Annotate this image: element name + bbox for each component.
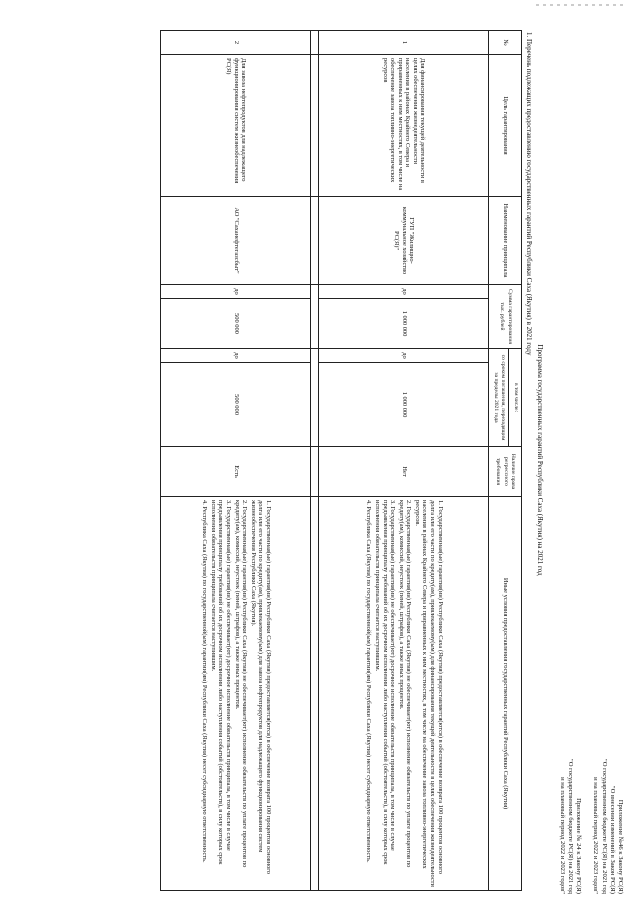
- rotated-document: [10, 20, 630, 900]
- appendix-46-line-3: "О государственном бюджете РС(Я) на 2021 год: [600, 759, 608, 894]
- row-sub-sum: 1 000 000: [319, 363, 489, 447]
- row-conditions: [319, 497, 489, 891]
- header-sum: Сумма гарантирования тыс. рублей: [489, 285, 522, 349]
- table-row: [319, 31, 489, 891]
- condition-item: 3. Государственная(ые) гарантия(ии) не обеспечивает(ют) досрочное исполнение обязательств принципала, в том числе в случае предъявления принципалу требований об их досрочном исполнении либо наступления событий (обстоятельств), в силу которых срок исполнения обязательств принципала считается наступившим.: [373, 500, 397, 865]
- row-num: 1: [319, 31, 489, 55]
- appendix-46-line-2: "О внесении изменений в Закон РС(Я): [608, 785, 616, 894]
- scan-artifact: [536, 4, 626, 6]
- section-title: 1. Перечень подлежащих предоставлению государственных гарантий Республики Саха (Якутия) в 2021 году: [525, 32, 533, 356]
- condition-item: 1. Государственная(ые) гарантия(ии) Республики Саха (Якутия) предоставляется(ются) в обеспечение возврата 100 процентов основного долга или его части по кредиту(ам), привлекаемому(ым) для завоза нефтепродуктов для надлежащего функционирования систем жизнеобеспечения Республики Саха (Якутия).: [249, 500, 272, 874]
- condition-item: 2. Государственная(ые) гарантия(ии) Республики Саха (Якутия) не обеспечивает(ют) исполнение обязательств по уплате процентов по кредиту(ам), комиссий, неустоек (пеней, штрафов), а также иных процентов.: [397, 500, 413, 868]
- appendix-24-line-2: "О государственном бюджете РС(Я) на 2021 год: [566, 759, 574, 894]
- row-sub-qualifier: до: [161, 349, 311, 363]
- row-conditions: [161, 497, 311, 891]
- header-sub: со сроком погашения, переходящим за пределы 2021 года: [489, 349, 509, 447]
- row-sum: 1 000 000: [319, 299, 489, 349]
- table-header-row: [509, 31, 522, 891]
- condition-item: 2. Государственная(ые) гарантия(ии) Республики Саха (Якутия) не обеспечивает(ют) исполнение обязательств по уплате процентов по кредиту(ам), комиссий, неустоек (пеней, штрафов), а также иных процентов.: [233, 500, 249, 868]
- condition-item: 4. Республика Саха (Якутия) по государственной(ым) гарантии(ям) Республики Саха (Якутия) несет субсидиарную ответственность.: [201, 500, 209, 863]
- row-sum-qualifier: до: [161, 285, 311, 299]
- condition-item: 4. Республика Саха (Якутия) по государственной(ым) гарантии(ям) Республики Саха (Якутия) несет субсидиарную ответственность.: [365, 500, 373, 863]
- condition-item: 1. Государственная(ые) гарантия(ии) Республики Саха (Якутия) предоставляется(ются) в обеспечение возврата 100 процентов основного долга или его части по кредиту(ам), привлекаемому(ым) для финансирования текущей деятельности в целях обеспечения жизнедеятельности населения в районах Крайнего Севера и приравненных к ним местностях, в том числе на обеспечение завоза топливно-энергетических ресурсов.: [413, 500, 444, 887]
- appendix-46-line-1: Приложение №46 к Закону РС(Я): [617, 799, 624, 894]
- condition-item: 3. Государственная(ые) гарантия(ии) не обеспечивает(ют) досрочное исполнение обязательств принципала, в том числе в случае предъявления принципалу требований об их досрочном исполнении либо наступления событий (обстоятельств), в силу которых срок исполнения обязательств принципала считается наступившим.: [209, 500, 232, 865]
- row-principal: АО "Саханефтегазсбыт": [161, 197, 311, 285]
- table-spacer-row: [311, 31, 319, 891]
- appendix-24-note: [557, 474, 582, 894]
- row-sub-qualifier: до: [319, 349, 489, 363]
- header-num: №: [489, 31, 522, 55]
- header-conditions: Иные условия предоставления государственных гарантий Республики Саха (Якутия): [489, 497, 522, 891]
- row-regress: Есть: [161, 447, 311, 497]
- row-regress: Нет: [319, 447, 489, 497]
- row-purpose: Для финансирования текущей деятельности в целях обеспечения жизнедеятельности населения в районах Крайнего Севера и приравненных к ним местностях, в том числе на обеспечение завоза топливно-энергетических ресурсов: [319, 55, 489, 197]
- row-principal: ГУП "Жилищно-коммунальное хозяйство РС(Я)": [319, 197, 489, 285]
- row-sum: 500 000: [161, 299, 311, 349]
- header-purpose: Цель гарантирования: [489, 55, 522, 197]
- appendix-24-line-1: Приложение № 24 к Закону РС(Я): [575, 798, 582, 894]
- program-title: Программа государственных гарантий Республики Саха (Якутия) на 2021 год: [536, 344, 544, 576]
- header-regress: Наличие права регрессного требования: [489, 447, 522, 497]
- appendix-24-line-3: и на плановый период 2022 и 2023 годов": [558, 777, 566, 894]
- guarantees-table: [160, 30, 522, 891]
- appendix-46-line-4: и на плановый период 2022 и 2023 годов": [592, 777, 600, 894]
- appendix-46-note: [591, 474, 624, 894]
- row-sub-sum: 500 000: [161, 363, 311, 447]
- header-including: в том числе:: [509, 349, 522, 447]
- table-row: [161, 31, 311, 891]
- row-num: 2: [161, 31, 311, 55]
- row-purpose: Для завоза нефтепродуктов для надлежащего функционирования систем жизнеобеспечения РС(Я): [161, 55, 311, 197]
- header-principal: Наименование принципала: [489, 197, 522, 285]
- row-sum-qualifier: до: [319, 285, 489, 299]
